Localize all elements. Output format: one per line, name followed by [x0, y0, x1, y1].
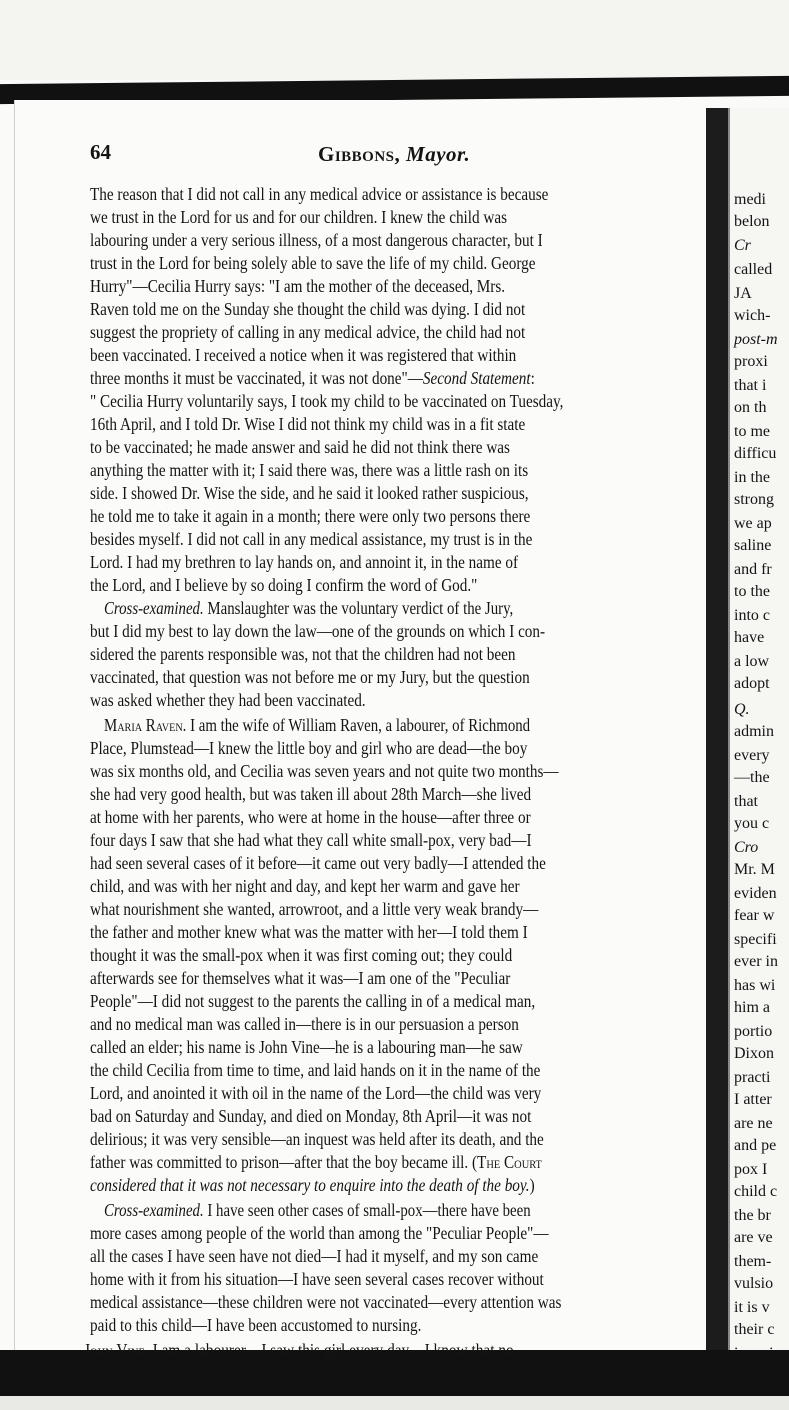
text-line [90, 920, 698, 944]
text-run: been vaccinated. I received a notice when it was registered that within [90, 345, 517, 365]
text-line [90, 759, 698, 783]
text-line [90, 274, 698, 298]
next-page-line: every [734, 747, 770, 764]
text-line [90, 412, 698, 436]
text-line [90, 665, 698, 689]
text-run: sidered the parents responsible was, not that the children had not been [90, 644, 516, 664]
text-run: Place, Plumstead—I knew the little boy and girl who are dead—the boy [90, 738, 528, 758]
text-line [90, 182, 698, 206]
next-page-line: belon [734, 213, 770, 230]
background-top [0, 0, 789, 80]
text-run: the child Cecilia from time to time, and laid hands on it in the name of the [90, 1060, 541, 1080]
text-run: bad on Saturday and Sunday, and died on Monday, 8th April—it was not [90, 1106, 532, 1126]
text-run: to be vaccinated; he made answer and said he did not think there was [90, 437, 510, 457]
next-page-line: a low [734, 653, 770, 670]
next-page-line: it is v [734, 1299, 770, 1316]
text-line [90, 619, 698, 643]
text-run: was asked whether they had been vaccinated. [90, 690, 366, 710]
next-page-line: eviden [734, 885, 777, 902]
running-head-name: Gibbons, [318, 142, 401, 166]
text-line [90, 389, 698, 413]
text-run: I am a labourer—I saw this girl every day—I know that no [148, 1340, 514, 1360]
text-line [90, 805, 698, 829]
next-page-line: vulsio [734, 1275, 774, 1292]
text-run: side. I showed Dr. Wise the side, and he said it looked rather suspicious, [90, 483, 529, 503]
text-line [90, 205, 698, 229]
next-page-line: proxi [734, 353, 768, 370]
text-line [90, 1290, 698, 1314]
next-page-line: have [734, 629, 765, 646]
text-run: Lord, and anointed it with oil in the name of the Lord—the child was very [90, 1083, 542, 1103]
text-line [90, 251, 698, 275]
next-page-line: difficu [734, 445, 777, 462]
italic-text: considered that it was not necessary to enquire into the death of the boy. [90, 1175, 530, 1195]
text-run: Manslaughter was the voluntary verdict of the Jury, [203, 598, 514, 618]
next-page-line: the br [734, 1207, 771, 1224]
small-caps-text: Maria Raven. [104, 715, 187, 735]
next-page-line: that [734, 793, 758, 810]
next-page-line: and pe [734, 1137, 777, 1154]
text-run: was six months old, and Cecilia was seven years and not quite two months— [90, 761, 559, 781]
text-run: father was committed to prison—after that the boy became ill. ( [90, 1152, 478, 1172]
next-page-line: that i [734, 377, 767, 394]
text-run: delirious; it was very sensible—an inquest was held after its death, and the [90, 1129, 544, 1149]
next-page-line: fear w [734, 907, 775, 924]
text-line [90, 1012, 698, 1036]
text-line [90, 481, 698, 505]
next-page-line: Dixon [734, 1045, 774, 1062]
next-page-line: practi [734, 1069, 771, 1086]
text-line [90, 320, 698, 344]
next-page-line: wich- [734, 307, 771, 324]
next-page-line: called [734, 261, 773, 278]
text-line [90, 642, 698, 666]
text-line [90, 1313, 698, 1337]
text-line [90, 1104, 698, 1128]
next-page-line: in the [734, 469, 770, 486]
text-line [90, 782, 698, 806]
text-run: we trust in the Lord for us and for our children. I knew the child was [90, 207, 508, 227]
text-run: called an elder; his name is John Vine—he is a labouring man—he saw [90, 1037, 523, 1057]
next-page-line: them- [734, 1253, 772, 1270]
next-page-line: and fr [734, 561, 772, 578]
next-page-line: has wi [734, 977, 776, 994]
next-page-line: to me [734, 423, 770, 440]
next-page-line: are ve [734, 1229, 773, 1246]
text-run: anything the matter with it; I said there was, there was a little rash on its [90, 460, 529, 480]
text-run: besides myself. I did not call in any medical assistance, my trust is in the [90, 529, 533, 549]
italic-text: Second Statement [422, 368, 531, 388]
text-run: medical assistance—these children were not vaccinated—every attention was [90, 1292, 562, 1312]
text-line [90, 897, 698, 921]
small-caps-text: John Vine. [84, 1340, 149, 1360]
next-page-line: you c [734, 815, 770, 832]
next-page-line: Mr. M [734, 861, 775, 878]
text-run: thought it was the small-pox when it was first coming out; they could [90, 945, 513, 965]
text-line [90, 1267, 698, 1291]
running-head [318, 142, 470, 167]
text-run: The reason that I did not call in any medical advice or assistance is because [90, 184, 549, 204]
text-run: : [530, 368, 535, 388]
text-line [90, 1127, 698, 1151]
text-line [90, 504, 698, 528]
next-page-line: pox I [734, 1161, 768, 1178]
next-page-line: Cr [734, 237, 751, 254]
next-page-line: specifi [734, 931, 777, 948]
book-page-right-partial [730, 108, 789, 1350]
text-line [90, 1150, 698, 1174]
text-line [90, 1173, 698, 1197]
small-caps-text: The Court [477, 1152, 542, 1172]
text-run: People"—I did not suggest to the parents the calling in of a medical man, [90, 991, 536, 1011]
text-run: labouring under a very serious illness, of a most dangerous character, but I [90, 230, 543, 250]
page-number: 64 [90, 140, 111, 164]
book-gutter [706, 108, 728, 1350]
next-page-line: to the [734, 583, 770, 600]
text-run: three months it must be vaccinated, it was not done"— [90, 368, 423, 388]
text-run: afterwards see for themselves what it was—I am one of the "Peculiar [90, 968, 511, 988]
text-line [104, 713, 698, 737]
text-line [90, 989, 698, 1013]
text-run: paid to this child—I have been accustomed to nursing. [90, 1315, 422, 1335]
text-run: home with it from his situation—I have seen several cases recover without [90, 1269, 544, 1289]
next-page-line: him a [734, 999, 770, 1016]
text-line [90, 688, 698, 712]
next-page-line: JA [734, 285, 752, 302]
text-line [90, 874, 698, 898]
next-page-line: strong [734, 491, 774, 508]
text-run: he told me to take it again in a month; there were only two persons there [90, 506, 531, 526]
text-run: trust in the Lord for being solely able to save the life of my child. George [90, 253, 536, 273]
next-page-line: saline [734, 537, 772, 554]
text-run: 16th April, and I told Dr. Wise I did not think my child was in a fit state [90, 414, 526, 434]
text-line [90, 828, 698, 852]
text-line [90, 1081, 698, 1105]
text-run: vaccinated, that question was not before me or my Jury, but the question [90, 667, 530, 687]
text-line [90, 435, 698, 459]
text-run: Raven told me on the Sunday she thought the child was dying. I did not [90, 299, 526, 319]
text-run: the Lord, and I believe by so doing I confirm the word of God." [90, 575, 478, 595]
text-run: but I did my best to lay down the law—one of the grounds on which I con- [90, 621, 546, 641]
text-line [90, 527, 698, 551]
text-line [90, 1035, 698, 1059]
text-line [90, 458, 698, 482]
text-run: at home with her parents, who were at home in the house—after three or [90, 807, 531, 827]
next-page-line: Q. [734, 701, 750, 718]
text-line [90, 573, 698, 597]
next-page-line: on th [734, 399, 767, 416]
next-page-line: admin [734, 723, 774, 740]
next-page-line: are ne [734, 1115, 773, 1132]
text-line [104, 596, 698, 620]
running-head-title: Mayor. [406, 142, 471, 166]
next-page-line: post-m [734, 331, 778, 348]
text-line [90, 851, 698, 875]
text-line [90, 297, 698, 321]
text-run: had seen several cases of it before—it came out very badly—I attended the [90, 853, 546, 873]
italic-text: Cross-examined. [104, 1200, 204, 1220]
text-run: four days I saw that she had what they call white small-pox, very bad—I [90, 830, 532, 850]
text-run: " Cecilia Hurry voluntarily says, I took my child to be vaccinated on Tuesday, [90, 391, 564, 411]
text-line [90, 1244, 698, 1268]
next-page-line: medi [734, 191, 766, 208]
next-page-line: child c [734, 1183, 778, 1200]
text-run: Lord. I had my brethren to lay hands on, and annoint it, in the name of [90, 552, 519, 572]
text-run: the father and mother knew what was the matter with her—I told them I [90, 922, 528, 942]
text-run: ) [529, 1175, 535, 1195]
italic-text: Cross-examined. [104, 598, 204, 618]
text-run: I am the wife of William Raven, a labourer, of Richmond [186, 715, 531, 735]
text-line [104, 1198, 698, 1222]
text-line [90, 943, 698, 967]
text-run: suggest the propriety of calling in any medical advice, the child had not [90, 322, 526, 342]
text-run: more cases among people of the world than among the "Peculiar People"— [90, 1223, 549, 1243]
text-run: all the cases I have seen have not died—I had it myself, and my son came [90, 1246, 539, 1266]
next-page-line: portio [734, 1023, 773, 1040]
text-run: she had very good health, but was taken ill about 28th March—she lived [90, 784, 532, 804]
text-line [90, 736, 698, 760]
next-page-line: adopt [734, 675, 770, 692]
text-run: Hurry"—Cecilia Hurry says: "I am the mother of the deceased, Mrs. [90, 276, 506, 296]
text-line [90, 966, 698, 990]
next-page-line: into c [734, 607, 770, 624]
text-line [90, 366, 698, 390]
text-line [90, 1221, 698, 1245]
next-page-line: Cro [734, 839, 759, 856]
background-bottom [0, 1396, 789, 1410]
next-page-line: their c [734, 1321, 775, 1338]
text-line [90, 343, 698, 367]
text-line [90, 228, 698, 252]
text-run: and no medical man was called in—there is in our persuasion a person [90, 1014, 519, 1034]
text-run: I have seen other cases of small-pox—there have been [203, 1200, 531, 1220]
text-run: what nourishment she wanted, arrowroot, and a little very weak brandy— [90, 899, 539, 919]
next-page-line: I atter [734, 1091, 772, 1108]
text-line [84, 1338, 698, 1362]
next-page-line: —the [734, 769, 770, 786]
next-page-line: ever in [734, 953, 778, 970]
text-run: child, and was with her night and day, and kept her warm and gave her [90, 876, 520, 896]
text-line [90, 550, 698, 574]
next-page-line: we ap [734, 515, 772, 532]
text-line [90, 1058, 698, 1082]
